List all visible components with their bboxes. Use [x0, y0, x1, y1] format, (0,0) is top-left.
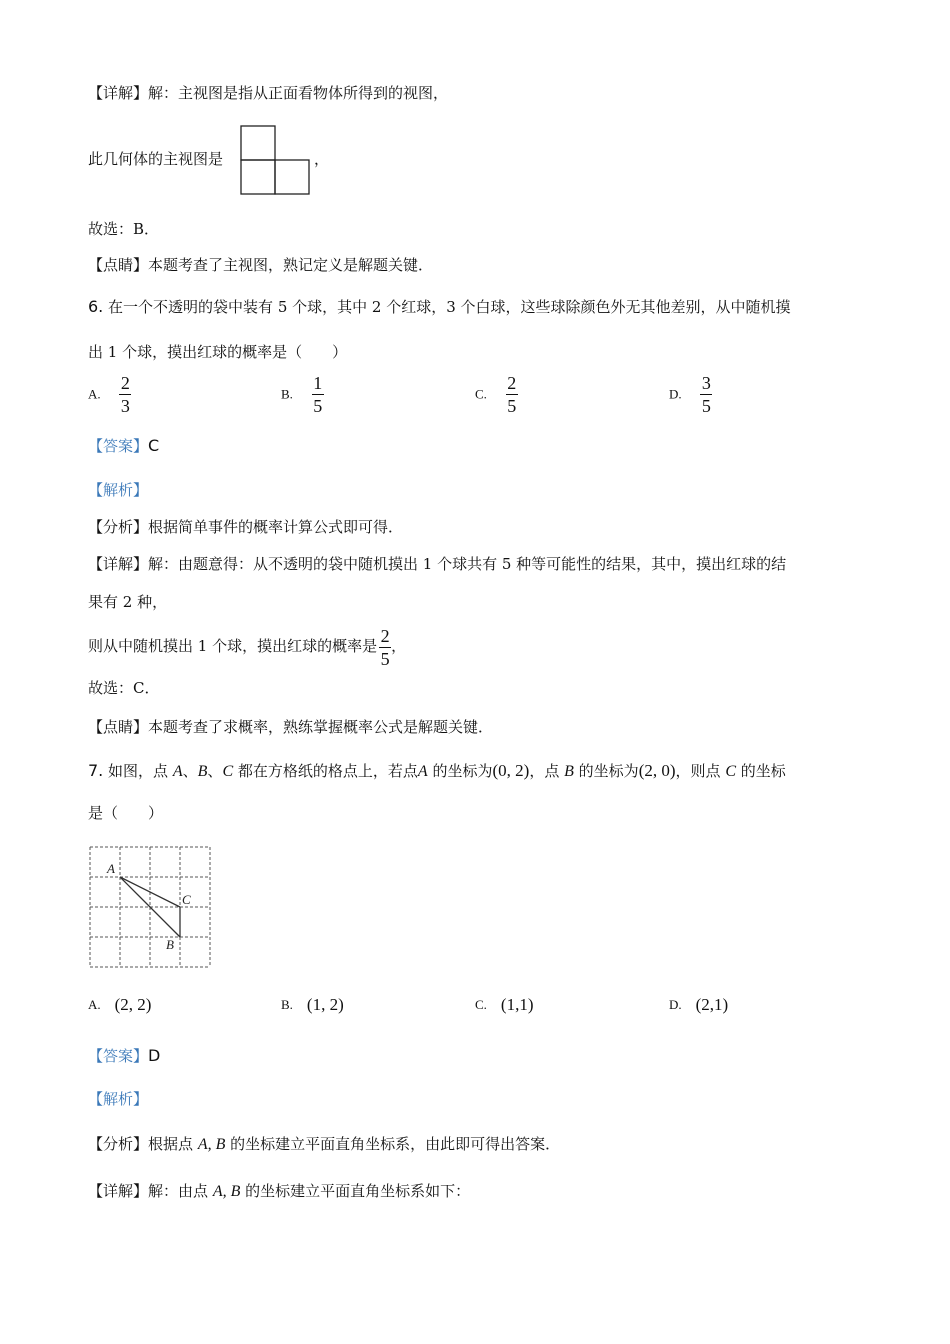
- fraction: $\frac{1}{5}$: [313, 373, 323, 416]
- comment-tag: 【点睛】: [88, 256, 149, 274]
- q6-comment: 【点睛】本题考查了求概率，熟练掌握概率公式是解题关键．: [88, 718, 494, 736]
- q7-answer: [88, 1045, 160, 1067]
- q6-stem-line1: 6. 在一个不透明的袋中装有 5 个球，其中 2 个红球，3 个白球，这些球除颜色外无其他差别，从中随机摸: [88, 297, 791, 316]
- p5-view-line: 此几何体的主视图是: [88, 150, 224, 168]
- q7-stem-line2: 是（ ）: [88, 804, 164, 822]
- grid-figure: [86, 843, 216, 973]
- point-label-a: A: [107, 861, 115, 876]
- q7-option-c[interactable]: C. (1,1): [475, 995, 534, 1014]
- fraction: $\frac{2}{3}$: [120, 373, 130, 416]
- q7-option-a[interactable]: A. (2, 2): [88, 995, 152, 1014]
- q6-option-b[interactable]: B. $\frac{1}{5}$: [281, 373, 323, 416]
- point-label-c: C: [182, 892, 191, 907]
- q7-detail: 【详解】解：由点 A, B 的坐标建立平面直角坐标系如下：: [88, 1182, 471, 1200]
- answer-tag: 【答案】: [88, 1047, 149, 1065]
- question-number: 7.: [88, 761, 104, 780]
- answer-value: C: [148, 436, 160, 455]
- point-label-b: B: [166, 937, 174, 952]
- fraction: $\frac{2}{5}$: [507, 373, 517, 416]
- q7-option-b[interactable]: B. (1, 2): [281, 995, 344, 1014]
- q6-analysis-tag: 【解析】: [88, 481, 149, 499]
- q7-stem-line1: 7. 如图，点 A、B、C 都在方格纸的格点上，若点A 的坐标为(0, 2)，点 B 的坐标为(2, 0)，则点 C 的坐标: [88, 761, 786, 780]
- q7-analysis-tag: 【解析】: [88, 1090, 149, 1108]
- q6-detail-line2: 果有 2 种，: [88, 593, 168, 611]
- p5-detail: 【详解】解：主视图是指从正面看物体所得到的视图，: [88, 84, 449, 102]
- q6-choose: 故选：C．: [88, 679, 160, 697]
- q6-detail-line1: 【详解】解：由题意得：从不透明的袋中随机摸出 1 个球共有 5 种等可能性的结果，其中，摸出红球的结: [88, 555, 787, 573]
- answer-value: D: [148, 1046, 161, 1065]
- q6-option-a[interactable]: A. $\frac{2}{3}$: [88, 373, 130, 416]
- q6-answer: [88, 435, 159, 457]
- front-view-figure: [239, 124, 311, 198]
- p5-comment: 【点睛】本题考查了主视图，熟记定义是解题关键．: [88, 256, 434, 274]
- result-fraction: $\frac{2}{5}$: [380, 625, 390, 669]
- q6-detail-line3: 则从中随机摸出 1 个球，摸出红球的概率是 $\frac{2}{5}$ ，: [88, 625, 407, 669]
- p5-choose: 故选：B．: [88, 220, 160, 238]
- q7-fenxi: 【分析】根据点 A, B 的坐标建立平面直角坐标系，由此即可得出答案．: [88, 1135, 561, 1153]
- q6-option-d[interactable]: D. $\frac{3}{5}$: [669, 373, 711, 416]
- q6-option-c[interactable]: C. $\frac{2}{5}$: [475, 373, 517, 416]
- q6-stem-line2: 出 1 个球，摸出红球的概率是（ ）: [88, 343, 348, 361]
- answer-tag: 【答案】: [88, 437, 149, 455]
- q6-fenxi: 【分析】根据简单事件的概率计算公式即可得．: [88, 518, 404, 536]
- q7-option-d[interactable]: D. (2,1): [669, 995, 729, 1014]
- p5-view-suffix: ，: [314, 150, 330, 168]
- question-number: 6.: [88, 297, 104, 316]
- detail-tag: 【详解】: [88, 84, 149, 102]
- fraction: $\frac{3}{5}$: [701, 373, 711, 416]
